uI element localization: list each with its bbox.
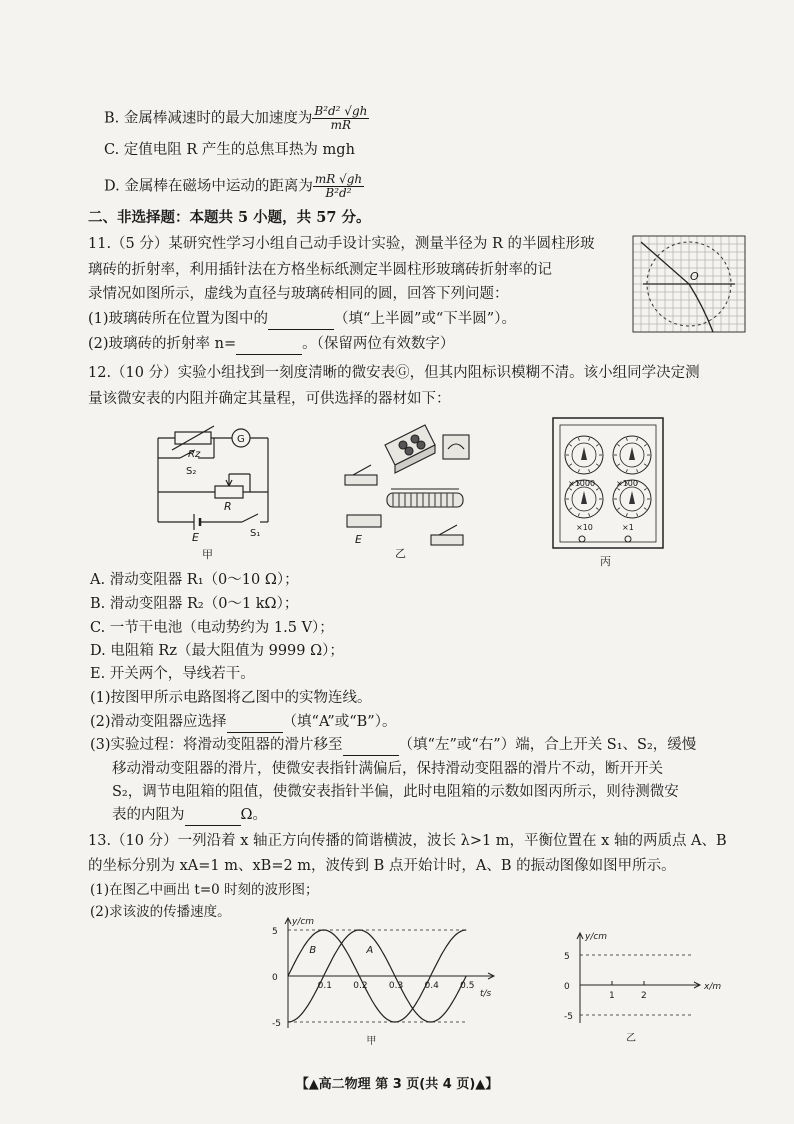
q10-option-b [104,105,369,132]
q12-part3-line3: S₂，调节电阻箱的阻值，使微安表指针半偏，此时电阻箱的示数如图丙所示，则待测微安 [112,784,679,800]
caption-yi: 乙 [395,547,406,560]
q12-option-a: A. 滑动变阻器 R₁（0～10 Ω）； [90,572,299,588]
dial-label-x1000: ×1000 [568,479,596,488]
fraction-numerator: mR √gh [314,172,363,186]
q13-part2: (2)求该波的传播速度。 [90,904,231,920]
q11-line3: 录情况如图所示，虚线为直径与玻璃砖相同的圆，回答下列问题： [88,286,509,302]
microammeter [443,435,469,459]
q11-part1-text: (1)玻璃砖所在位置为图中的 [88,311,269,327]
q11-part2-text: (2)玻璃砖的折射率 n= [88,336,237,352]
chart-caption-yi: 乙 [626,1033,636,1044]
q12-option-b: B. 滑动变阻器 R₂（0～1 kΩ）； [90,596,299,612]
switch-s1 [242,514,258,522]
q12-part3-line4-text: 表的内阻为 [112,807,185,823]
dial-label-x1: ×1 [622,523,634,532]
label-e-yi: E [355,533,362,546]
page-footer: 【▲高二物理 第 3 页(共 4 页)▲】 [295,1077,499,1092]
label-r: R [224,500,232,513]
q12-resistance-box-dials [552,417,664,572]
series-label-A: A [366,945,374,956]
x-axis-label: t/s [480,989,492,999]
terminal-left [579,536,585,542]
chart-caption-jia: 甲 [366,1036,377,1047]
series-label-B: B [309,945,317,956]
q12-part2-hint: （填“A”或“B”）。 [282,714,397,730]
q12-part3-hint: （填“左”或“右”）端，合上开关 S₁、S₂，缓慢 [398,737,697,753]
q10-option-b-fraction [312,105,369,132]
q11-answer-blank-1[interactable] [268,309,334,330]
terminal-right [625,536,631,542]
label-s1: S₁ [250,528,261,539]
y-tick-label: -5 [272,1019,281,1029]
center-label-o: O [690,270,699,283]
q10-option-d [104,173,364,200]
y-tick-label: 0 [272,973,278,983]
y-axis-label: y/cm [585,932,608,942]
q12-part3-unit: Ω。 [240,807,268,823]
q10-option-b-text: B. 金属棒减速时的最大加速度为 [104,110,313,127]
x-tick-label: 0.3 [388,981,404,991]
q11-part2-hint: 。（保留两位有效数字） [302,336,455,352]
wave-graph-yi [560,925,730,1044]
caption-bing: 丙 [600,555,611,568]
q11-answer-blank-2[interactable] [236,334,302,355]
q12-answer-blank-4[interactable] [185,805,241,826]
q12-circuit-diagram [150,428,280,563]
q12-part3-text: (3)实验过程：将滑动变阻器的滑片移至 [90,737,343,753]
q11-part1-hint: （填“上半圆”或“下半圆”）。 [334,311,516,327]
label-rz: Rz [188,449,201,460]
fraction-denominator: mR [330,118,352,132]
vibration-graph-jia [262,917,502,1047]
section-heading: 二、非选择题：本题共 5 小题，共 57 分。 [88,209,371,226]
light-path [641,242,713,332]
q12-option-e: E. 开关两个，导线若干。 [90,666,255,682]
q12-part3-line1 [90,735,696,756]
rheostat-coil [387,493,463,507]
q11-line1: 11.（5 分）某研究性学习小组自己动手设计实验，测量半径为 R 的半圆柱形玻 [88,236,595,252]
q11-part1 [88,309,516,330]
q11-part2 [88,334,454,355]
dial-group [565,436,651,518]
label-e: E [192,531,199,544]
y-tick-label: 5 [272,927,278,937]
q12-line1: 12.（10 分）实验小组找到一刻度清晰的微安表Ⓖ，但其内阻标识模糊不清。该小组同学决定测 [88,365,700,381]
caption-jia: 甲 [202,548,213,561]
switch-1 [345,475,377,485]
q10-option-d-fraction [313,173,364,200]
label-s2: S₂ [186,466,197,477]
q12-line2: 量该微安表的内阻并确定其量程，可供选择的器材如下： [88,391,451,407]
q12-part3-line2: 移动滑动变阻器的滑片，使微安表指针满偏后，保持滑动变阻器的滑片不动，断开开关 [112,761,663,777]
x-axis-label: x/m [704,982,722,992]
y-axis-label: y/cm [292,917,315,927]
q11-grid-figure [633,236,745,332]
x-tick-label: 0.4 [424,981,439,991]
label-g: G [237,434,245,445]
q12-part2-text: (2)滑动变阻器应选择 [90,714,227,730]
switch-2 [431,535,463,545]
q11-line2: 璃砖的折射率，利用插针法在方格坐标纸测定半圆柱形玻璃砖折射率的记 [88,262,552,278]
q12-part1: (1)按图甲所示电路图将乙图中的实物连线。 [90,690,372,706]
x-tick-label: 1 [609,991,615,1001]
y-tick-label: -5 [564,1012,573,1022]
q12-apparatus-figure [335,415,485,575]
q10-option-c: C. 定值电阻 R 产生的总焦耳热为 mgh [104,142,355,158]
q12-option-c: C. 一节干电池（电动势约为 1.5 V）； [90,620,334,636]
x-tick-label: 0.1 [317,981,332,991]
fraction-denominator: B²d² [325,186,352,200]
q12-answer-blank-3[interactable] [343,735,399,756]
q12-part3-line4 [112,805,267,826]
y-tick-label: 5 [564,952,570,962]
battery [347,515,381,527]
q12-option-d: D. 电阻箱 Rz（最大阻值为 9999 Ω）； [90,643,344,659]
dial-label-x10: ×10 [576,523,593,532]
q12-answer-blank-2[interactable] [227,712,283,733]
dial-label-x100: ×100 [616,479,638,488]
q13-line1: 13.（10 分）一列沿着 x 轴正方向传播的简谐横波，波长 λ>1 m，平衡位置在 x 轴的两质点 A、B [88,833,727,849]
slide-rheostat [215,486,243,498]
x-tick-label: 0.2 [353,981,368,991]
fraction-numerator: B²d² √gh [314,104,368,118]
y-tick-label: 0 [564,982,570,992]
q13-line2: 的坐标分别为 xA=1 m、xB=2 m，波传到 B 点开始计时，A、B 的振动图像如图甲所示。 [88,858,676,874]
x-tick-label: 2 [641,991,647,1001]
x-tick-label: 0.5 [460,981,475,991]
q10-option-d-text: D. 金属棒在磁场中运动的距离为 [104,178,313,195]
q12-part2 [90,712,396,733]
q13-part1: (1)在图乙中画出 t=0 时刻的波形图； [90,882,319,898]
